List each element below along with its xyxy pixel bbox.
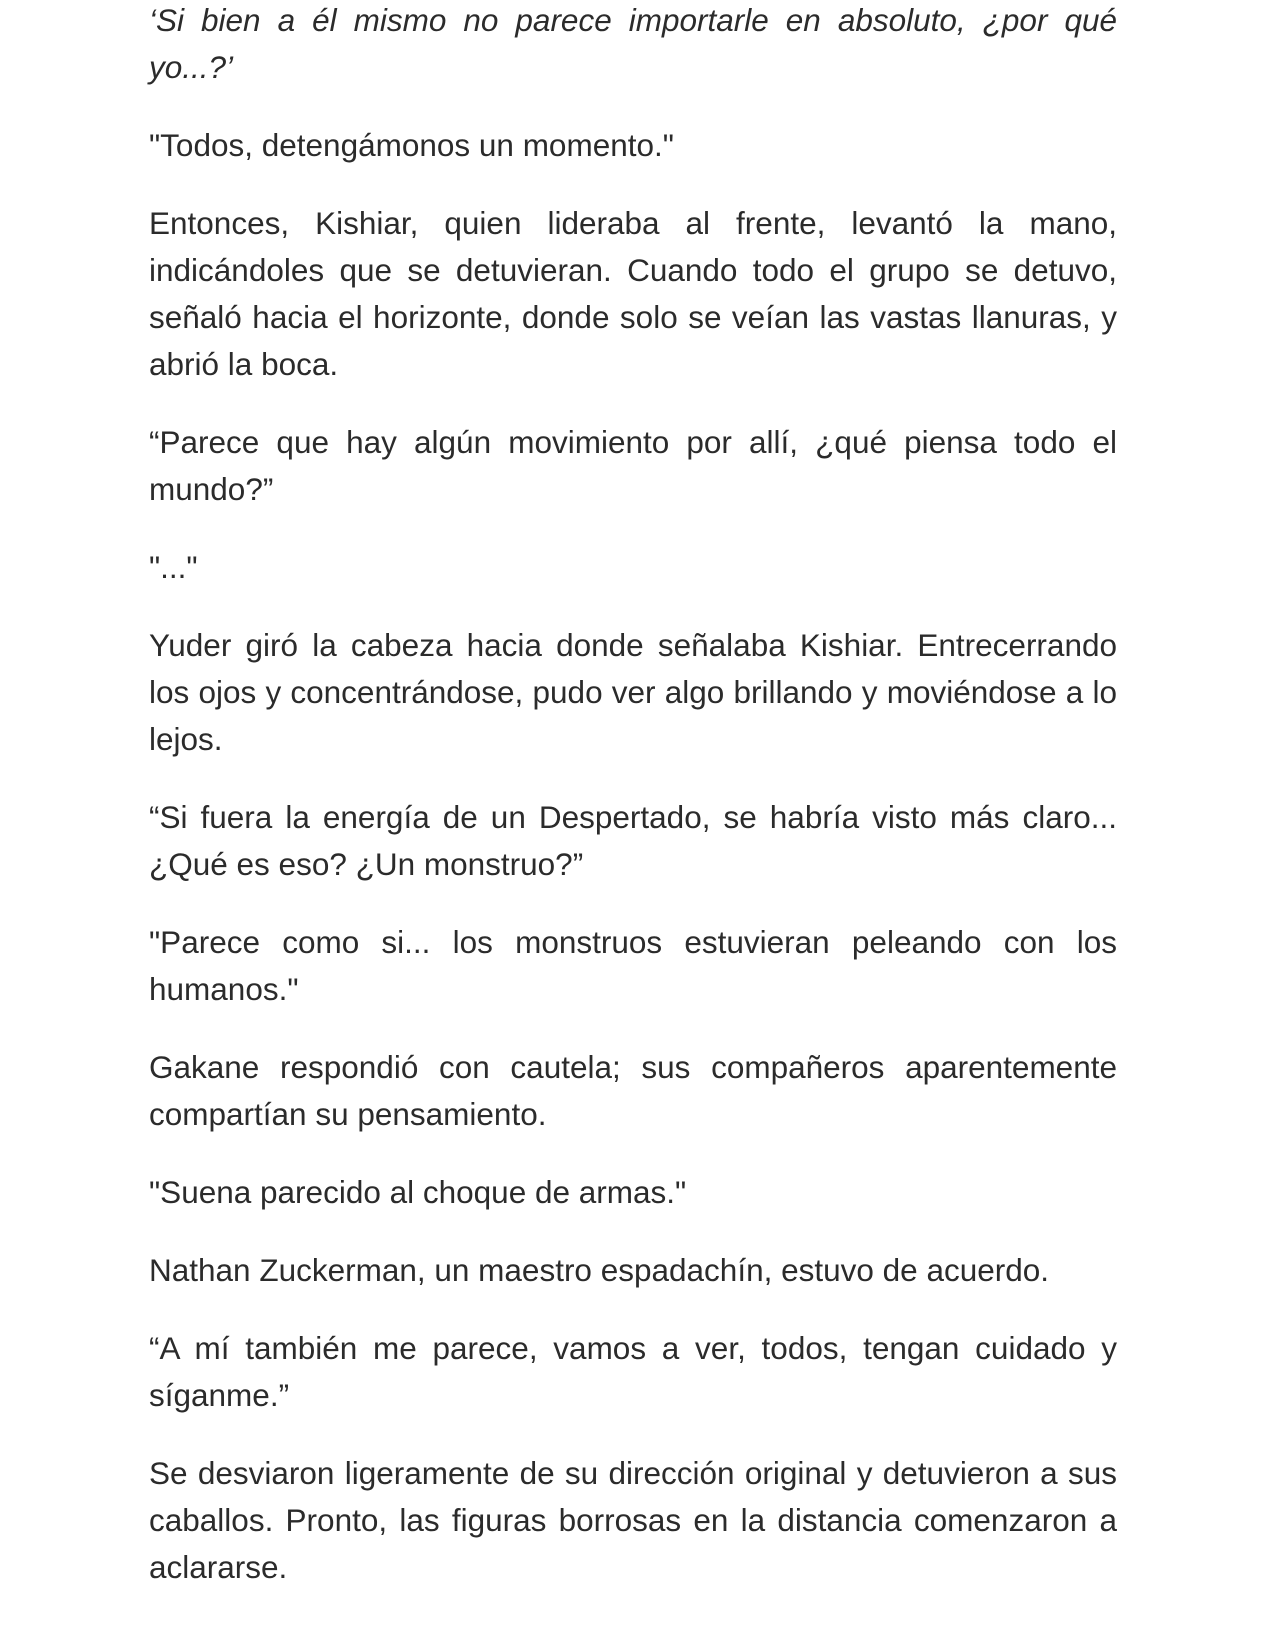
paragraph-narration: Se desviaron ligeramente de su dirección original y detuvieron a sus caballos. Pronto, las figuras borrosas en la distancia comenzaron a aclararse. (149, 1455, 1117, 1585)
paragraph-dialogue: "..." (149, 549, 198, 585)
paragraph-dialogue: “Parece que hay algún movimiento por allí, ¿qué piensa todo el mundo?” (149, 424, 1117, 507)
paragraph-narration: Nathan Zuckerman, un maestro espadachín, estuvo de acuerdo. (149, 1252, 1050, 1288)
paragraph-dialogue: “A mí también me parece, vamos a ver, todos, tengan cuidado y síganme.” (149, 1330, 1117, 1413)
paragraph-dialogue: "Todos, detengámonos un momento." (149, 127, 674, 163)
paragraph-dialogue: "Parece como si... los monstruos estuvieran peleando con los humanos." (149, 924, 1117, 1007)
paragraph-narration: Yuder giró la cabeza hacia donde señalaba Kishiar. Entrecerrando los ojos y concentrándose, pudo ver algo brillando y moviéndose a lo lejos. (149, 627, 1117, 757)
paragraph-narration: Gakane respondió con cautela; sus compañeros aparentemente compartían su pensamiento. (149, 1049, 1117, 1132)
document-page (149, 0, 1117, 1591)
paragraph-dialogue: "Suena parecido al choque de armas." (149, 1174, 687, 1210)
paragraph-dialogue: “Si fuera la energía de un Despertado, se habría visto más claro... ¿Qué es eso? ¿Un monstruo?” (149, 799, 1117, 882)
paragraph-inner-thought: ‘Si bien a él mismo no parece importarle en absoluto, ¿por qué yo...?’ (149, 2, 1117, 85)
paragraph-narration: Entonces, Kishiar, quien lideraba al frente, levantó la mano, indicándoles que se detuvieran. Cuando todo el grupo se detuvo, señaló hacia el horizonte, donde solo se veían las vastas llanuras, y abrió la boca. (149, 205, 1117, 382)
